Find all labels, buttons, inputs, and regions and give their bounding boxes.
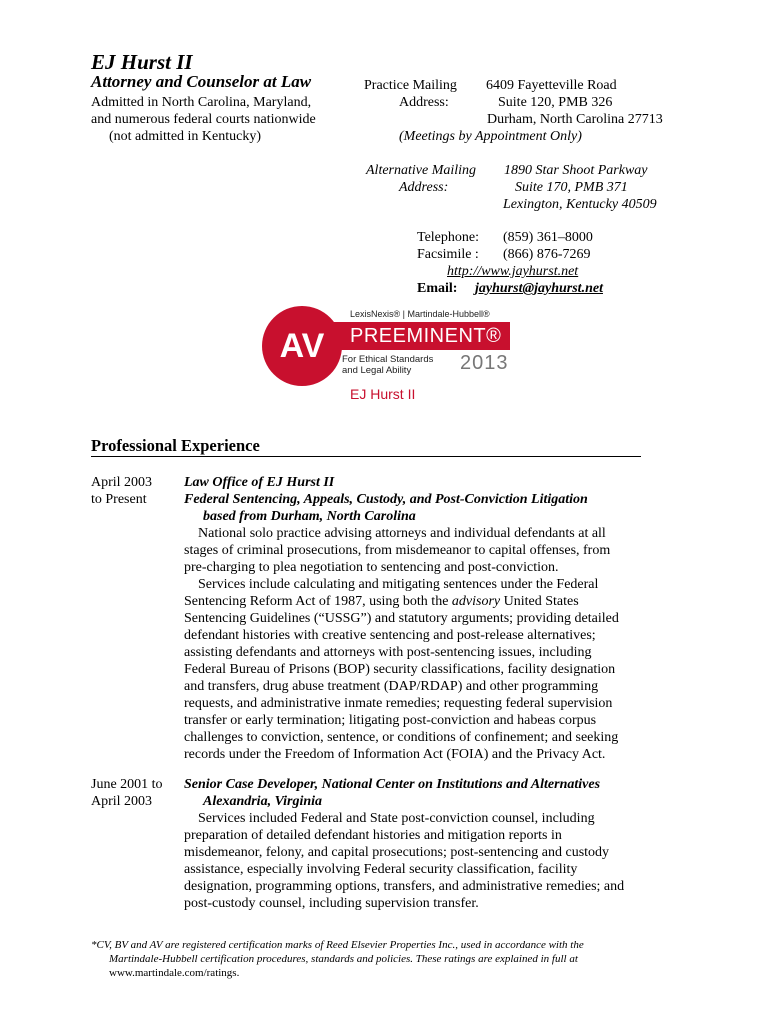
experience-text-line: pre-charging to plea negotiation to sentencing and post-conviction. bbox=[184, 560, 559, 575]
badge-for-text bbox=[342, 354, 462, 376]
experience-location: Alexandria, Virginia bbox=[203, 794, 323, 809]
preeminent-label: PREEMINENT® bbox=[334, 322, 510, 350]
advisory-emphasis: advisory bbox=[451, 594, 501, 609]
experience-date: to Present bbox=[91, 492, 147, 507]
experience-text-line bbox=[184, 593, 579, 610]
text-segment: Sentencing Reform Act of 1987, using both the bbox=[184, 594, 452, 609]
practice-address-line: Durham, North Carolina 27713 bbox=[487, 112, 663, 127]
admission-line: and numerous federal courts nationwide bbox=[91, 112, 316, 127]
experience-text-line: National solo practice advising attorneys and individual defendants at all bbox=[198, 526, 606, 541]
experience-heading: Law Office of EJ Hurst II bbox=[184, 475, 335, 490]
experience-text-line: stages of criminal prosecutions, from misdemeanor to capital offenses, from bbox=[184, 543, 611, 558]
attorney-title: Attorney and Counselor at Law bbox=[91, 72, 312, 91]
alternative-address-line: Lexington, Kentucky 40509 bbox=[503, 197, 657, 212]
experience-text-line: requests, and administrative inmate remedies; requesting federal supervision bbox=[184, 696, 613, 711]
experience-text-line: assisting defendants and attorneys with post-sentencing issues, including bbox=[184, 645, 592, 660]
experience-text-line: Services included Federal and State post-conviction counsel, including bbox=[198, 811, 595, 826]
practice-address-label: Address: bbox=[399, 95, 449, 110]
meetings-note: (Meetings by Appointment Only) bbox=[399, 129, 582, 144]
experience-location: based from Durham, North Carolina bbox=[203, 509, 416, 524]
email-label: Email: bbox=[417, 281, 458, 296]
email-link[interactable]: jayhurst@jayhurst.net bbox=[475, 281, 603, 296]
experience-text-line: post-custody counsel, including supervision transfer. bbox=[184, 896, 479, 911]
alternative-address-label: Alternative Mailing bbox=[366, 163, 477, 178]
experience-date: April 2003 bbox=[91, 475, 153, 490]
text-segment: United States bbox=[500, 594, 579, 609]
alternative-address-label: Address: bbox=[399, 180, 449, 195]
experience-text-line: transfer or early termination; litigating post-conviction and habeas corpus bbox=[184, 713, 597, 728]
experience-text-line: preparation of detailed defendant histories and mitigation reports in bbox=[184, 828, 562, 843]
experience-date: April 2003 bbox=[91, 794, 153, 809]
telephone-number: (859) 361–8000 bbox=[503, 230, 593, 245]
website-link[interactable]: http://www.jayhurst.net bbox=[447, 264, 579, 279]
av-preeminent-badge bbox=[262, 302, 510, 414]
av-logo-icon: AV bbox=[262, 306, 342, 386]
lexisnexis-brand: LexisNexis® | Martindale-Hubbell® bbox=[350, 309, 490, 319]
admission-line: Admitted in North Carolina, Maryland, bbox=[91, 95, 312, 110]
fax-label: Facsimile : bbox=[417, 247, 479, 262]
experience-text-line: Federal Bureau of Prisons (BOP) security classifications, facility designation bbox=[184, 662, 616, 677]
experience-text-line: challenges to conviction, sentence, or conditions of confinement; and seeking bbox=[184, 730, 619, 745]
experience-text-line: defendant histories with creative sentencing and post-release alternatives; bbox=[184, 628, 596, 643]
experience-text-line: Services include calculating and mitigating sentences under the Federal bbox=[198, 577, 599, 592]
telephone-label: Telephone: bbox=[417, 230, 479, 245]
alternative-address-line: Suite 170, PMB 371 bbox=[515, 180, 628, 195]
experience-text-line: and transfers, drug abuse treatment (DAP/RDAP) and other programming bbox=[184, 679, 599, 694]
footnote bbox=[91, 938, 691, 980]
experience-heading: Federal Sentencing, Appeals, Custody, and Post-Conviction Litigation bbox=[184, 492, 588, 507]
experience-date: June 2001 to bbox=[91, 777, 163, 792]
fax-number: (866) 876-7269 bbox=[503, 247, 591, 262]
footnote-line: Martindale-Hubbell certification procedures, standards and policies. These ratings are explained in full at bbox=[109, 953, 578, 965]
footnote-line: *CV, BV and AV are registered certification marks of Reed Elsevier Properties Inc., used in accordance with the bbox=[91, 939, 584, 951]
badge-year: 2013 bbox=[460, 352, 509, 374]
practice-address-line: 6409 Fayetteville Road bbox=[486, 78, 617, 93]
badge-for-line: For Ethical Standards bbox=[342, 354, 434, 365]
experience-text-line: records under the Freedom of Information Act (FOIA) and the Privacy Act. bbox=[184, 747, 606, 762]
badge-for-line: and Legal Ability bbox=[342, 365, 412, 376]
experience-text-line: Sentencing Guidelines (“USSG”) and statutory arguments; providing detailed bbox=[184, 611, 619, 626]
experience-text-line: designation, programming options, transfers, and administrative remedies; and bbox=[184, 879, 625, 894]
admission-line: (not admitted in Kentucky) bbox=[109, 129, 262, 144]
experience-text-line: assistance, especially involving Federal security classification, facility bbox=[184, 862, 578, 877]
practice-address-label: Practice Mailing bbox=[364, 78, 457, 93]
footnote-line: www.martindale.com/ratings. bbox=[109, 967, 240, 979]
alternative-address-line: 1890 Star Shoot Parkway bbox=[504, 163, 648, 178]
experience-heading: Senior Case Developer, National Center on Institutions and Alternatives bbox=[184, 777, 601, 792]
section-title: Professional Experience bbox=[91, 436, 641, 457]
experience-text-line: misdemeanor, felony, and capital prosecutions; post-sentencing and custody bbox=[184, 845, 610, 860]
attorney-name: EJ Hurst II bbox=[91, 50, 193, 74]
badge-name: EJ Hurst II bbox=[350, 386, 416, 402]
practice-address-line: Suite 120, PMB 326 bbox=[498, 95, 613, 110]
